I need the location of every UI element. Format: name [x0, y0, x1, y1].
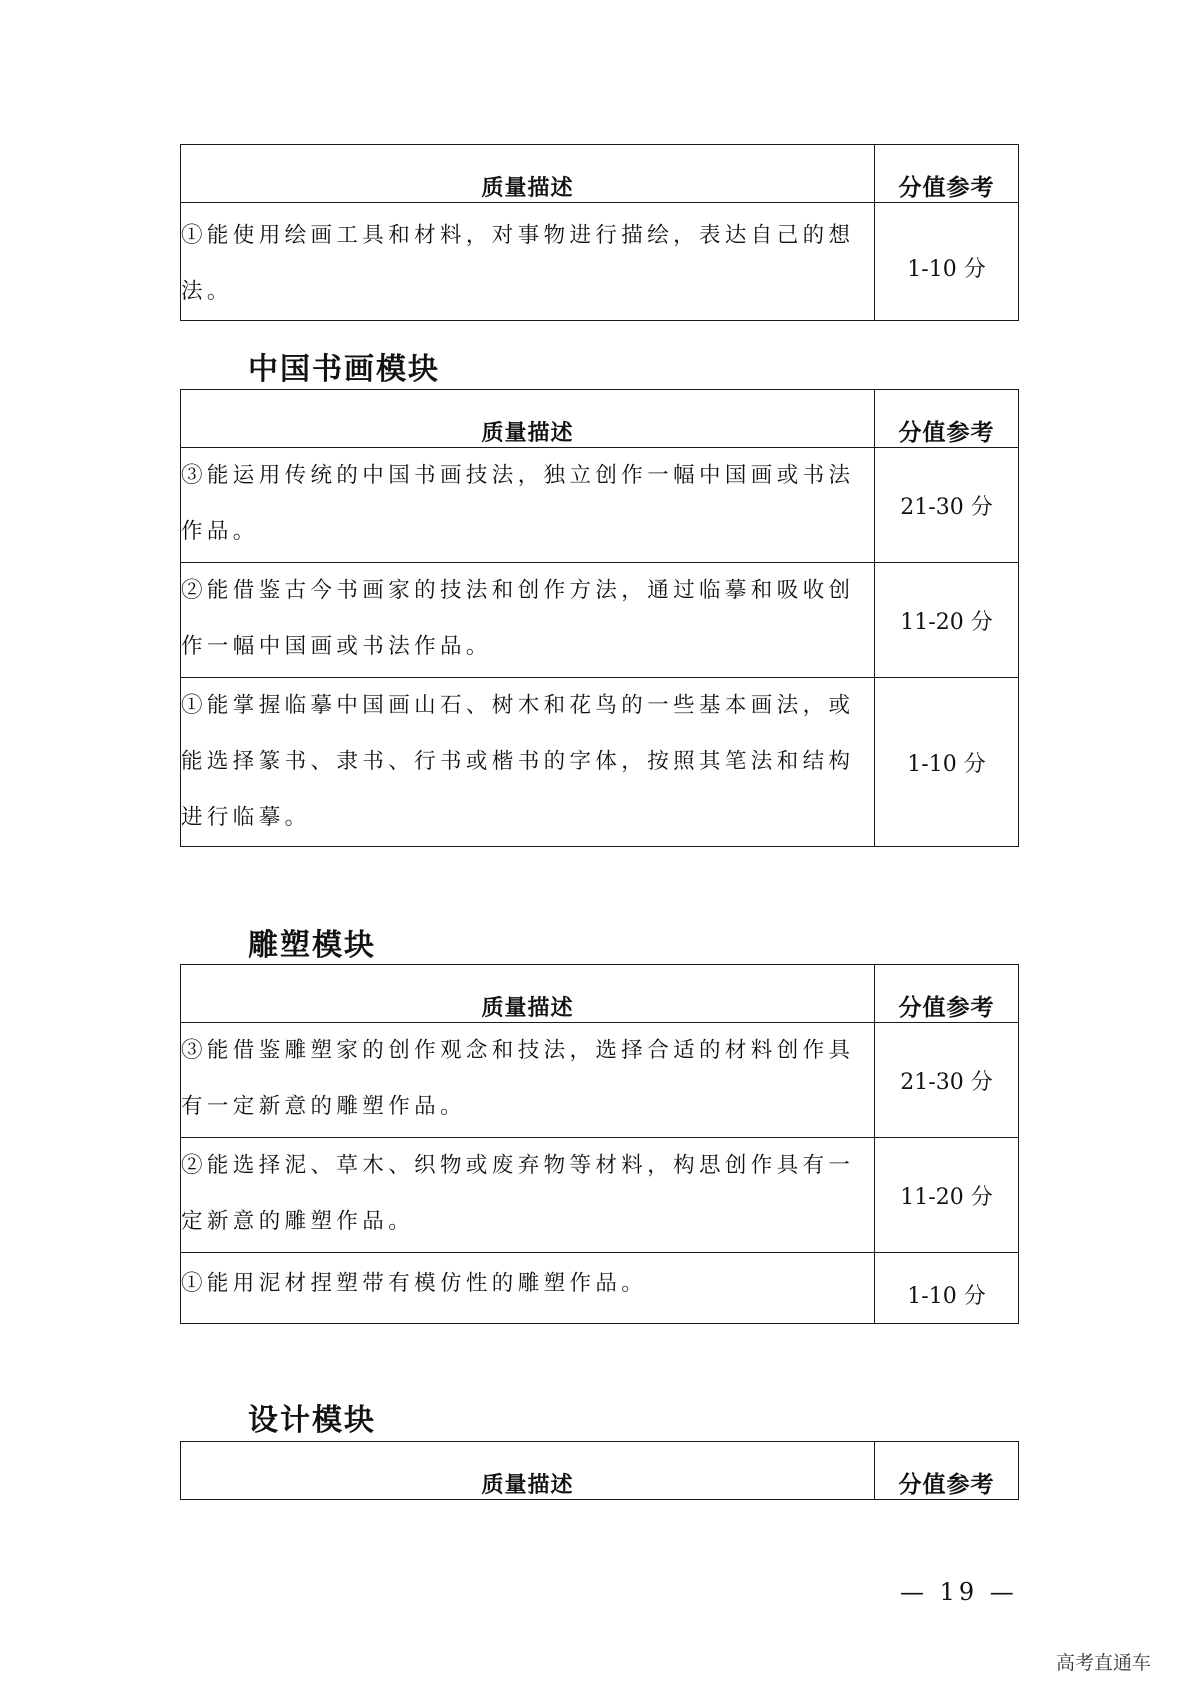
table-row	[181, 203, 1019, 321]
quality-table-chinese-painting-calligraphy	[180, 389, 1019, 847]
header-score-reference: 分值参考	[875, 1442, 1019, 1500]
quality-table-general	[180, 144, 1019, 321]
header-score-reference: 分值参考	[875, 965, 1019, 1023]
table-header-row	[181, 965, 1019, 1023]
row-score: 1-10 分	[875, 203, 1019, 321]
section-title-sculpture: 雕塑模块	[248, 928, 376, 963]
table-row	[181, 1023, 1019, 1138]
section-title-chinese-painting-calligraphy: 中国书画模块	[248, 352, 440, 387]
row-description: ①能掌握临摹中国画山石、树木和花鸟的一些基本画法，或能选择篆书、隶书、行书或楷书的字体，按照其笔法和结构进行临摹。	[181, 678, 875, 847]
quality-table-sculpture	[180, 964, 1019, 1324]
row-score: 21-30 分	[875, 1023, 1019, 1138]
row-description: ①能用泥材捏塑带有模仿性的雕塑作品。	[181, 1253, 875, 1324]
table-header-row	[181, 1442, 1019, 1500]
row-score: 11-20 分	[875, 1138, 1019, 1253]
table-row	[181, 1253, 1019, 1324]
header-quality-description: 质量描述	[181, 1442, 875, 1500]
row-score: 1-10 分	[875, 1253, 1019, 1324]
table-header-row	[181, 390, 1019, 448]
row-score: 1-10 分	[875, 678, 1019, 847]
header-score-reference: 分值参考	[875, 390, 1019, 448]
section-title-design: 设计模块	[248, 1403, 376, 1438]
row-description: ①能使用绘画工具和材料，对事物进行描绘，表达自己的想法。	[181, 203, 875, 321]
watermark-text: 高考直通车	[1056, 1652, 1152, 1674]
table-row	[181, 678, 1019, 847]
table-header-row	[181, 145, 1019, 203]
header-score-reference: 分值参考	[875, 145, 1019, 203]
table-row	[181, 1138, 1019, 1253]
header-quality-description: 质量描述	[181, 390, 875, 448]
row-description: ②能选择泥、草木、织物或废弃物等材料，构思创作具有一定新意的雕塑作品。	[181, 1138, 875, 1253]
row-description: ②能借鉴古今书画家的技法和创作方法，通过临摹和吸收创作一幅中国画或书法作品。	[181, 563, 875, 678]
page-number: — 19 —	[900, 1578, 1018, 1606]
header-quality-description: 质量描述	[181, 965, 875, 1023]
table-row	[181, 448, 1019, 563]
row-score: 11-20 分	[875, 563, 1019, 678]
row-description: ③能借鉴雕塑家的创作观念和技法，选择合适的材料创作具有一定新意的雕塑作品。	[181, 1023, 875, 1138]
row-score: 21-30 分	[875, 448, 1019, 563]
quality-table-design	[180, 1441, 1019, 1500]
row-description: ③能运用传统的中国书画技法，独立创作一幅中国画或书法作品。	[181, 448, 875, 563]
table-row	[181, 563, 1019, 678]
header-quality-description: 质量描述	[181, 145, 875, 203]
